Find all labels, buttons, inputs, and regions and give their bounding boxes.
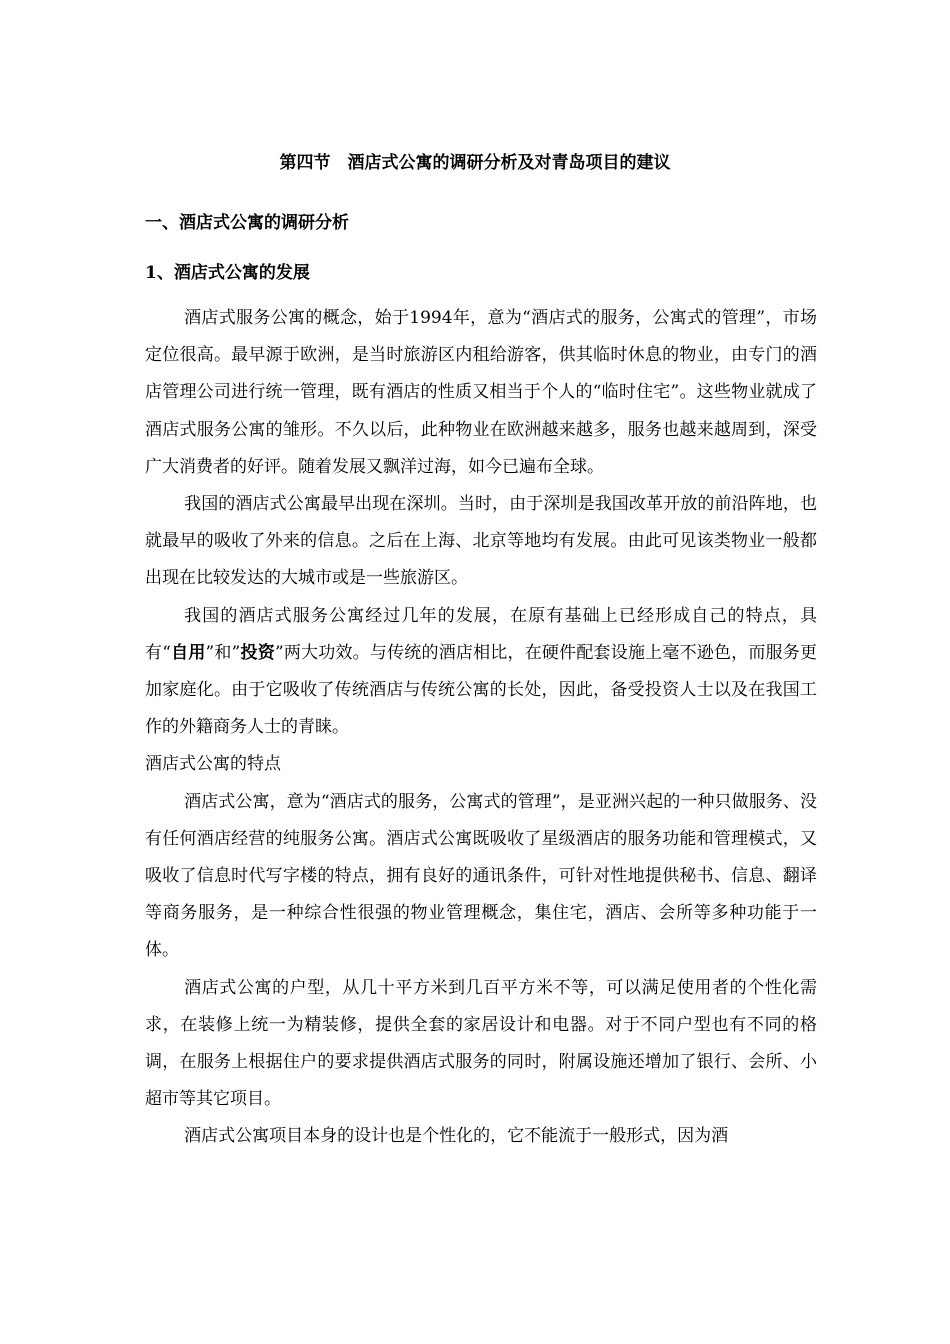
paragraph-unit-types: 酒店式公寓的户型，从几十平方米到几百平方米不等，可以满足使用者的个性化需求，在装修上统一为精装修，提供全套的家居设计和电器。对于不同户型也有不同的格调，在服务上根据住户的要求提供酒店式服务的同时，附属设施还增加了银行、会所、小超市等其它项目。	[145, 977, 817, 1110]
paragraph-development-part-c: ”和”	[205, 642, 241, 663]
paragraph-development-part-a: 我国的酒店式服务公寓经过几年的发展，在原有基础上已经形成自己的特点，具有“	[145, 605, 817, 663]
heading-level-1: 一、酒店式公寓的调研分析	[145, 213, 349, 233]
paragraph-history: 酒店式服务公寓的概念，始于1994年，意为“酒店式的服务，公寓式的管理”，市场定位很高。最早源于欧洲，是当时旅游区内租给游客，供其临时休息的物业，由专门的酒店管理公司进行统一管理，既有酒店的性质又相当于个人的“临时住宅”。这些物业就成了酒店式服务公寓的雏形。不久以后，此种物业在欧洲越来越多，服务也越来越周到，深受广大消费者的好评。随着发展又飘洋过海，如今已遍布全球。	[145, 308, 817, 477]
bold-term-investment: 投资	[240, 642, 275, 663]
paragraph-design: 酒店式公寓项目本身的设计也是个性化的，它不能流于一般形式，因为酒	[184, 1126, 729, 1147]
paragraph-china-origin: 我国的酒店式公寓最早出现在深圳。当时，由于深圳是我国改革开放的前沿阵地，也就最早的吸收了外来的信息。之后在上海、北京等地均有发展。由此可见该类物业一般都出现在比较发达的大城市或是一些旅游区。	[145, 494, 817, 589]
paragraph-development-part-d: ”两大功效。与传统的酒店相比，在硬件配套设施上毫不逊色，而服务更加家庭化。由于它吸收了传统酒店与传统公寓的长处，因此，备受投资人士以及在我国工作的外籍商务人士的青睐。	[145, 642, 818, 738]
heading-level-2: 1、酒店式公寓的发展	[145, 263, 310, 283]
bold-term-self-use: 自用	[170, 642, 206, 663]
paragraph-development	[145, 598, 817, 747]
body-text-block-1	[145, 300, 817, 1156]
subheading-features: 酒店式公寓的特点	[145, 754, 281, 775]
paragraph-features: 酒店式公寓，意为“酒店式的服务，公寓式的管理”，是亚洲兴起的一种只做服务、没有任何酒店经营的纯服务公寓。酒店式公寓既吸收了星级酒店的服务功能和管理模式，又吸收了信息时代写字楼的特点，拥有良好的通讯条件，可针对性地提供秘书、信息、翻译等商务服务，是一种综合性很强的物业管理概念，集住宅，酒店、会所等多种功能于一体。	[145, 791, 817, 961]
section-title: 第四节 酒店式公寓的调研分析及对青岛项目的建议	[279, 153, 671, 173]
